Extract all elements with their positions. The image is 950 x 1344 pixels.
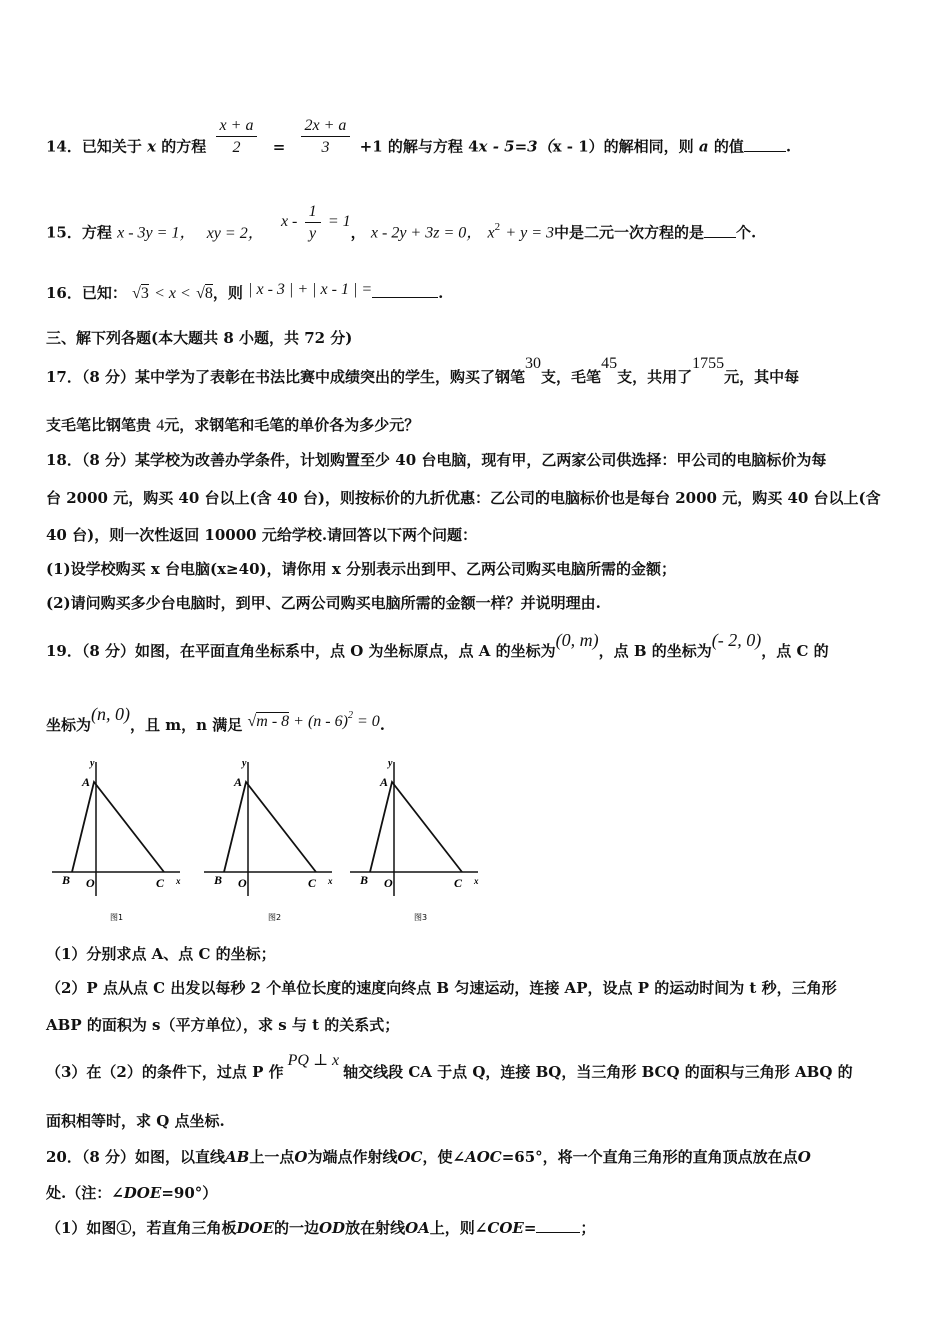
q17-number-4: 4 [156,417,165,434]
q19-coord-c: (n, 0) [91,704,131,724]
question-18-line-2: 台 2000 元，购买 40 台以上(含 40 台)，则按标价的九折优惠：乙公司的电脑标价也是每台 2000 元，购买 40 台以上(含 [46,489,881,507]
fig2-x-label: x [328,876,333,886]
q14-mid: +1 的解与方程 4 [359,137,479,156]
q15-eq4: x - 2y + 3z = 0， [370,224,483,242]
question-20-line-1: 20．（8 分）如图，以直线AB上一点O为端点作射线OC，使∠AOC=65°，将一个直角三角形的直角顶点放在点O [46,1148,811,1166]
q16-answer-blank[interactable] [372,283,438,298]
question-16: 16．已知： √3 < x < √8，则 | x - 3 | + | x - 1 | = . [46,281,444,302]
q17-number-1755: 1755 [692,355,725,372]
q16-prefix: 16．已知： [46,284,127,302]
fig2-origin: O [238,876,247,890]
question-18-line-3: 40 台)，则一次性返回 10000 元给学校.请回答以下两个问题： [46,526,478,544]
fig1-point-b: B [62,873,71,887]
q19-figure-3 [346,756,486,930]
q14-mid2: x - 5=3（ [478,137,553,156]
question-19-part-3-line-1: （3）在（2）的条件下，过点 P 作PQ ⊥ x轴交线段 CA 于点 Q，连接 BQ，当三角形 BCQ 的面积与三角形 ABQ 的 [46,1052,853,1081]
q16-absolute-expression: | x - 3 | + | x - 1 | = [248,281,373,298]
q14-prefix: 14．已知关于 [46,137,142,156]
fig1-x-label: x [176,876,181,886]
question-17-line-1: 17．（8 分）某中学为了表彰在书法比赛中成绩突出的学生，购买了钢笔30支，毛笔45支，共用了1755元，其中每 [46,355,800,386]
section-3-heading: 三、解下列各题(本大题共 8 小题，共 72 分) [46,329,353,347]
q19-coord-b: (- 2, 0) [711,630,762,650]
fig2-point-b: B [214,873,223,887]
q16-sqrt3: √3 [132,285,149,302]
q14-equals: = [272,137,286,156]
q19-equation: √m - 8 + (n - 6)$^2$ = 0 [247,710,380,730]
question-19-line-2: 坐标为(n, 0)，且 m，n 满足 √m - 8 + (n - 6)$^2$ = 0. [46,704,385,734]
fig3-caption: 图3 [414,913,428,922]
question-20-part-1: （1）如图①，若直角三角板DOE的一边OD放在射线OA上，则∠COE= ； [46,1219,596,1237]
fig3-point-a: A [380,775,389,789]
fig3-x-label: x [474,876,479,886]
q19-figure-2 [200,756,340,930]
fig3-origin: O [384,876,393,890]
coordinate-diagram-3 [346,756,486,926]
question-14: 14．已知关于 x 的方程 $\frac{x + a}{2}$ = $\frac{2x + a}{3}$ +1 的解与方程 4x - 5=3（x - 1）的解相同，则 a 的值 . [46,126,791,169]
q16-sqrt8: √8 [196,285,213,302]
question-17-line-2: 支毛笔比钢笔贵 4元，求钢笔和毛笔的单价各为多少元？ [46,416,420,434]
question-19-part-2-line-1: （2）P 点从点 C 出发以每秒 2 个单位长度的速度向终点 B 匀速运动，连接 AP，设点 P 的运动时间为 t 秒，三角形 [46,979,837,997]
fig3-y-label: y [388,758,393,769]
q15-eq3-a: x - [280,212,298,230]
q15-eq1: x - 3y = 1， [117,224,196,242]
fig3-point-c: C [454,876,463,890]
coordinate-diagram-1 [48,756,188,926]
q14-answer-blank[interactable] [744,137,786,152]
q14-var-a: a [698,137,709,156]
question-19-part-3-line-2: 面积相等时，求 Q 点坐标. [46,1112,225,1130]
fig1-point-c: C [156,876,165,890]
q15-prefix: 15．方程 [46,223,112,242]
question-15: 15．方程 x - 3y = 1， xy = 2， x - $\frac{1}{y}$ = 1， x - 2y + 3z = 0， $x^2 + y = 3$中是二元一次方程的是 个. [46,212,756,255]
question-19-line-1: 19．（8 分）如图，在平面直角坐标系中，点 O 为坐标原点，点 A 的坐标为(0, m)，点 B 的坐标为(- 2, 0)，点 C 的 [46,630,829,660]
q14-suffix: 的值 [713,137,744,156]
question-18-part-1: (1)设学校购买 x 台电脑(x≥40)，请你用 x 分别表示出到甲、乙两公司购买电脑所需的金额； [46,560,676,578]
q17-number-30: 30 [525,355,542,372]
fig2-y-label: y [242,758,247,769]
q14-eq-label: 的方程 [161,137,207,156]
fig2-point-c: C [308,876,317,890]
q19-figure-1 [48,756,188,930]
coordinate-diagram-2 [200,756,340,926]
fig1-origin: O [86,876,95,890]
q16-inequality: < x < [154,285,191,302]
q15-answer-blank[interactable] [704,223,736,238]
fig1-caption: 图1 [110,913,124,922]
question-19-part-2-line-2: ABP 的面积为 s（平方单位），求 s 与 t 的关系式； [46,1016,400,1034]
question-19-part-1: （1）分别求点 A、点 C 的坐标； [46,945,276,963]
q19-pq-perpendicular: PQ ⊥ x [287,1052,340,1069]
fig1-point-a: A [82,775,91,789]
q19-coord-a: (0, m) [555,630,599,650]
question-18-part-2: (2)请问购买多少台电脑时，到甲、乙两公司购买电脑所需的金额一样？并说明理由. [46,594,601,612]
q17-number-45: 45 [601,355,618,372]
q14-fraction-1: $\frac{x + a}{2}$ [216,116,258,159]
fig2-caption: 图2 [268,913,282,922]
q14-fraction-2: $\frac{2x + a}{3}$ [301,116,351,159]
fig2-point-a: A [234,775,243,789]
q15-eq5-b: + y = 3 [505,224,555,242]
q15-eq5-a: x [487,224,495,242]
q15-eq2: xy = 2， [206,224,264,242]
fig3-point-b: B [360,873,369,887]
q15-eq3-fraction: $\frac{1}{y}$ [305,202,321,245]
q20-answer-blank[interactable] [536,1218,580,1233]
q14-mid3: x - 1）的解相同，则 [552,137,694,156]
question-18-line-1: 18．（8 分）某学校为改善办学条件，计划购置至少 40 台电脑，现有甲，乙两家公司供选择：甲公司的电脑标价为每 [46,451,827,469]
question-20-line-2: 处.（注：∠DOE=90°） [46,1184,218,1202]
q15-suffix: 中是二元一次方程的是 [554,223,705,242]
q14-var-x: x [147,137,157,156]
fig1-y-label: y [90,758,95,769]
q15-eq3-b: = 1 [327,212,351,230]
